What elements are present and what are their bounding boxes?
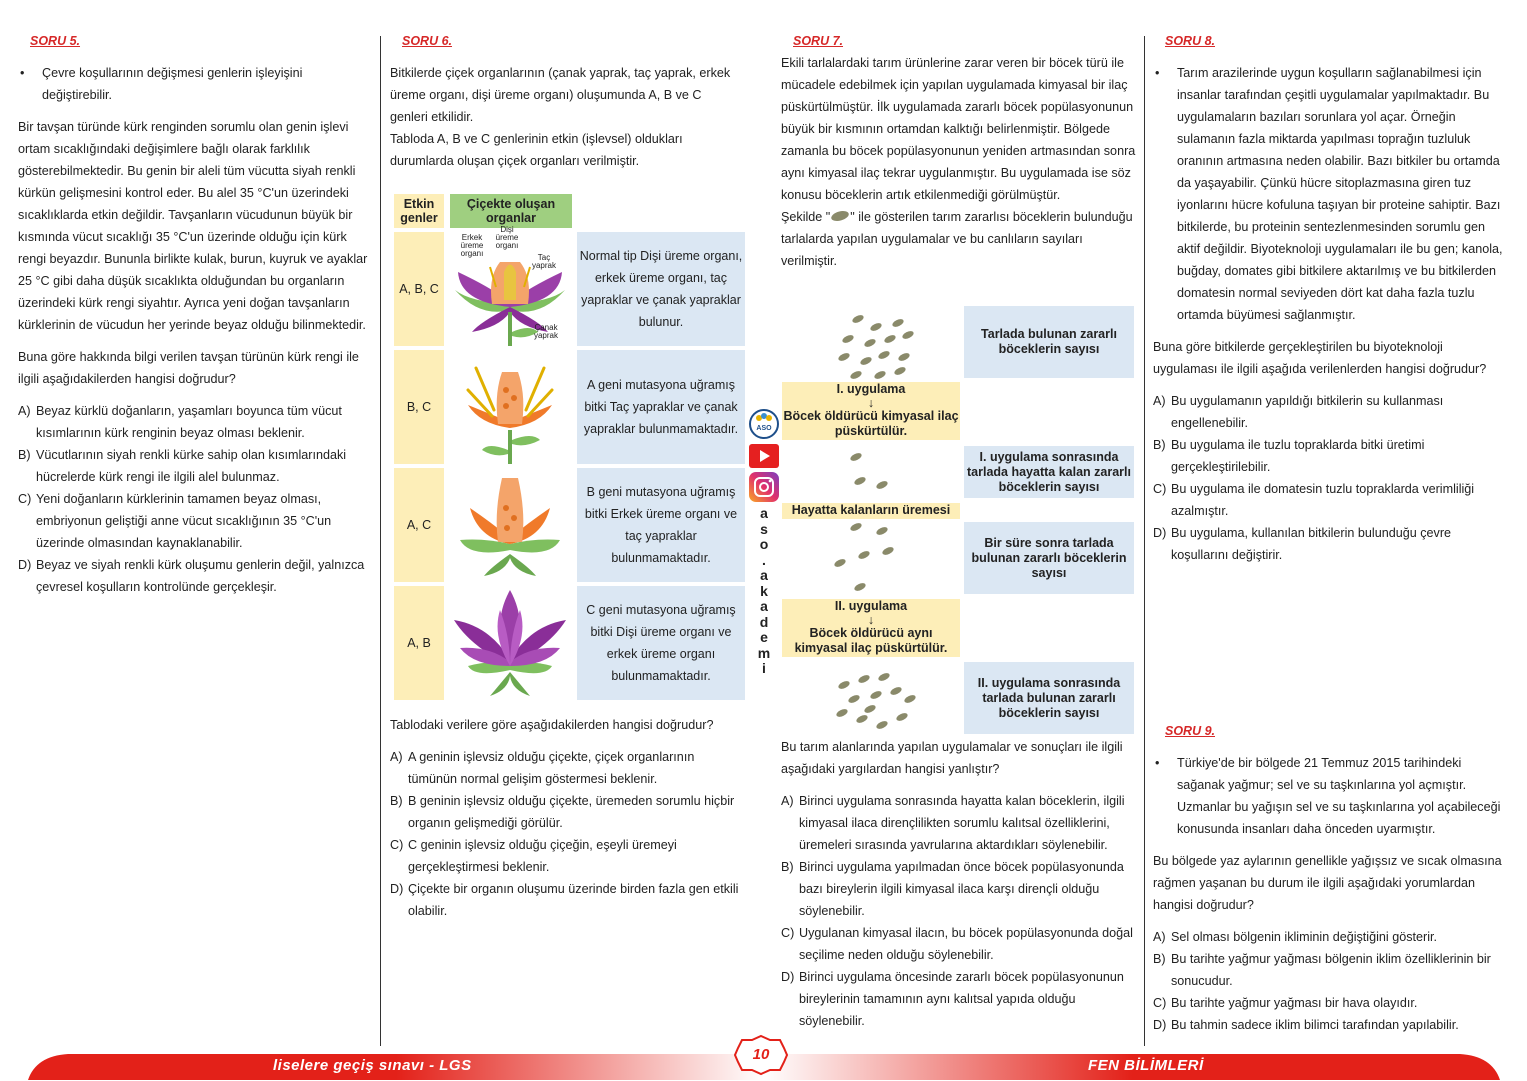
option-letter: C) [390, 838, 404, 852]
step-title: I. uygulama [836, 382, 906, 396]
mutant-c-flower-diagram [450, 586, 570, 700]
options [390, 746, 745, 922]
option-d[interactable] [1153, 522, 1509, 566]
brand-letter: o [759, 536, 769, 552]
brand-letter: i [762, 660, 766, 676]
brand-letter: . [762, 551, 766, 568]
bug-icon [857, 674, 871, 685]
page-footer [28, 1046, 1500, 1080]
label-male-organ: Erkek üreme organı [460, 233, 484, 258]
box-first-application [782, 382, 960, 440]
option-c[interactable] [390, 834, 745, 878]
question-6-options [390, 714, 745, 922]
question-stem: Bu bölgede yaz aylarının genellikle yağışsız ve sıcak olmasına rağmen yaşanan bu durum ile ilgili aşağıdaki yorumlardan hangisi doğrudur? [1153, 854, 1502, 912]
normal-flower-diagram [450, 225, 570, 346]
option-d[interactable] [390, 878, 745, 922]
option-letter: B) [1153, 438, 1166, 452]
youtube-icon[interactable] [748, 444, 780, 473]
bug-icon [830, 210, 850, 222]
option-letter: A) [781, 794, 794, 808]
column-divider [380, 36, 381, 1046]
instagram-icon[interactable] [748, 472, 780, 507]
question-5 [18, 30, 373, 598]
option-text: Uygulanan kimyasal ilacın, bu böcek popülasyonunda doğal seçilime neden olduğu söylenebilir. [799, 926, 1133, 962]
step-description: Böcek öldürücü kimyasal ilaç püskürtülür. [783, 409, 959, 438]
footer-left-title: liselere geçiş sınavı - LGS [273, 1057, 472, 1074]
question-8 [1153, 30, 1509, 566]
bug-icon [883, 334, 897, 345]
table-row [394, 468, 746, 582]
option-letter: C) [781, 926, 795, 940]
option-letter: A) [390, 750, 403, 764]
option-text: Birinci uygulama yapılmadan önce böcek popülasyonunda bazı bireylerin ilgili kimyasal ilaca karşı dirençli olduğu söylenebilir. [799, 860, 1124, 918]
bug-icon [891, 318, 905, 329]
option-letter: D) [390, 882, 404, 896]
bug-icon [869, 322, 883, 333]
footer-right-title: FEN BİLİMLERİ [1088, 1057, 1204, 1074]
option-text: Birinci uygulama öncesinde zararlı böcek popülasyonunun bireylerinin tamamının aynı kalıtsal yapıda olduğu söylenebilir. [799, 970, 1124, 1028]
option-letter: C) [1153, 996, 1167, 1010]
box-second-application [782, 599, 960, 657]
option-text: Bu uygulamanın yapıldığı bitkilerin su kullanması engellenebilir. [1171, 394, 1444, 430]
question-title: SORU 6. [402, 34, 453, 48]
bullet-text: Çevre koşullarının değişmesi genlerin işleyişini değiştirebilir. [42, 66, 303, 102]
mutant-a-flower-diagram [450, 350, 570, 464]
question-7 [781, 30, 1137, 282]
option-d[interactable] [18, 554, 373, 598]
option-letter: C) [18, 492, 32, 506]
bullet-dot: • [1155, 66, 1160, 80]
step-description: Böcek öldürücü aynı kimyasal ilaç püskürtülür. [794, 626, 948, 655]
aso-logo [748, 408, 780, 440]
option-letter: B) [1153, 952, 1166, 966]
bug-icon [859, 356, 873, 367]
bug-icon [855, 714, 869, 725]
box-reproduction: Hayatta kalanların üremesi [782, 503, 960, 519]
bug-icon [877, 350, 891, 361]
bug-icon [835, 708, 849, 719]
bug-icon [877, 672, 891, 683]
option-text: Vücutlarının siyah renkli kürke sahip olan kısımlarındaki hücrelerde kürk rengi ile ilgili alel bulunmaz. [36, 448, 347, 484]
option-b[interactable] [390, 790, 745, 834]
option-b[interactable] [1153, 948, 1509, 992]
option-c[interactable] [1153, 992, 1509, 1014]
brand-letter: m [757, 644, 771, 661]
option-text: Bu uygulama, kullanılan bitkilerin bulunduğu çevre koşullarını değiştirir. [1171, 526, 1452, 562]
bug-icon [889, 686, 903, 697]
table-header-organs: Çiçekte oluşan organlar [450, 194, 572, 228]
option-a[interactable] [18, 400, 373, 444]
table-header-genes: Etkin genler [394, 194, 444, 228]
question-9 [1153, 720, 1509, 1036]
option-d[interactable] [1153, 1014, 1509, 1036]
bug-icon [849, 452, 863, 463]
table-row [394, 586, 746, 700]
options [18, 400, 373, 598]
option-letter: A) [18, 404, 31, 418]
info-bullet [1153, 62, 1509, 326]
row-description: C geni mutasyona uğramış bitki Dişi üreme organı ve erkek üreme organı bulunmamaktadır. [577, 586, 745, 700]
paragraph: Bir tavşan türünde kürk renginden sorumlu olan genin işlevi ortam sıcaklığındaki değişimlere bağlı olarak farklılık gösterebilmektedir. Bu genin bir aleli tüm vücutta siyah renkli kürkün gelişmesini kontrol eder. Bu alel 35 °C'un üzerindeki sıcaklıklarda etkin değildir. Tavşanların vücudunun büyük bir kısmında vücut sıcaklığı 35 °C'un üzerinde olduğu için kürk rengi beyazdır. Bununla birlikte kulak, burun, kuyruk ve ayaklar 25 °C gibi daha düşük sıcaklıkta olduğundan bu organların üzerindeki kürk rengi siyahtır. Ayrıca yeni doğan tavşanların kürklerinin de vücudun her yerinde beyaz olduğu bilinmektedir. [18, 120, 368, 332]
brand-letter: a [760, 598, 768, 614]
bug-icon [881, 546, 895, 557]
option-a[interactable] [1153, 390, 1509, 434]
bug-icon [893, 366, 907, 377]
bug-icon [895, 712, 909, 723]
bug-icon [841, 334, 855, 345]
bug-icon [837, 352, 851, 363]
option-text: C geninin işlevsiz olduğu çiçeğin, eşeyli üremeyi gerçekleştirmesi beklenir. [408, 838, 677, 874]
option-text: Yeni doğanların kürklerinin tamamen beyaz olması, embriyonun geliştiği anne vücut sıcaklığının 35 °C'un üzerinde olmasından kaynaklanabilir. [36, 492, 332, 550]
paragraph-part: " ile gösterilen tarım zararlısı böceklerin bulunduğu tarlalarda yapılan uygulamalar ve bu canlıların sayıları verilmiştir. [781, 210, 1133, 268]
brand-letter: e [760, 629, 768, 645]
box-initial-count: Tarlada bulunan zararlı böceklerin sayısı [964, 306, 1134, 378]
bug-icon [869, 690, 883, 701]
column-divider [1144, 36, 1145, 1046]
question-stem: Bu tarım alanlarında yapılan uygulamalar ve sonuçları ile ilgili aşağıdaki yargılardan hangisi yanlıştır? [781, 740, 1123, 776]
bug-icon [897, 352, 911, 363]
options [1153, 390, 1509, 566]
info-bullet [1153, 752, 1509, 840]
option-text: Beyaz ve siyah renkli kürk oluşumu genlerin değil, yalnızca çevresel koşulların kontrolünde gerçekleşir. [36, 558, 365, 594]
box-final-count: II. uygulama sonrasında tarlada bulunan zararlı böceklerin sayısı [964, 662, 1134, 734]
option-d[interactable] [781, 966, 1137, 1032]
bug-icon [903, 694, 917, 705]
option-c[interactable] [781, 922, 1137, 966]
bug-icon [849, 370, 863, 381]
bug-icon [863, 338, 877, 349]
option-letter: D) [1153, 526, 1167, 540]
bullet-text: Tarım arazilerinde uygun koşulların sağlanabilmesi için insanlar tarafından çeşitli uygulamalar yapılmaktadır. Bu uygulamaların bazıları sorunlara yol açar. Örneğin sulamanın fazla miktarda yapılması toprağın tuzluluk oranının artmasına neden olabilir. Bazı bitkiler bu ortamda da yaşayabilir. Çünkü hücre sitoplazmasına giren tuz iyonlarını hücre kofuluna taşıyan bir proteine sahiptir. Bazı bitkilerde, bu proteinin sentezlenmesinden sorumlu gen aktif değildir. Biyoteknoloji uygulamaları ile bu gen; kanola, buğday, domates gibi bitkilere aktarılmış ve bu bitkilerden domatesin normal seviyeden dört kat daha fazla tuzlu ortamda büyümesi sağlanmıştır. [1177, 66, 1503, 322]
question-6 [390, 30, 742, 182]
down-arrow-icon: ↓ [867, 613, 875, 627]
option-a[interactable] [781, 790, 1137, 856]
gene-label: A, B, C [394, 232, 444, 346]
page-number: 10 [752, 1046, 770, 1063]
option-letter: A) [1153, 930, 1166, 944]
question-7-options [781, 736, 1137, 1032]
box-later-count: Bir süre sonra tarlada bulunan zararlı böceklerin sayısı [964, 522, 1134, 594]
bug-population-diagram [820, 305, 930, 735]
question-stem: Buna göre hakkında bilgi verilen tavşan türünün kürk rengi ile ilgili aşağıdakilerden hangisi doğrudur? [18, 350, 359, 386]
mutant-b-flower-diagram [450, 468, 570, 582]
option-text: Birinci uygulama sonrasında hayatta kalan böceklerin, ilgili kimyasal ilaca dirençlilikten sorumlu kalıtsal özelliklerini, üremeleri sırasında yavrularına aktardıkları söylenebilir. [799, 794, 1125, 852]
page-number-badge [734, 1034, 788, 1076]
option-letter: A) [1153, 394, 1166, 408]
bug-icon [853, 476, 867, 487]
label-female-organ: Dişi üreme organı [495, 225, 519, 250]
option-text: Sel olması bölgenin ikliminin değiştiğini gösterir. [1171, 930, 1437, 944]
options [1153, 926, 1509, 1036]
option-text: Çiçekte bir organın oluşumu üzerinde birden fazla gen etkili olabilir. [408, 882, 739, 918]
option-b[interactable] [18, 444, 373, 488]
box-survivor-count: I. uygulama sonrasında tarlada hayatta kalan zararlı böceklerin sayısı [964, 446, 1134, 498]
option-c[interactable] [18, 488, 373, 554]
option-a[interactable] [390, 746, 745, 790]
bug-icon [837, 680, 851, 691]
question-title: SORU 8. [1165, 34, 1216, 48]
paragraph: Bitkilerde çiçek organlarının (çanak yaprak, taç yaprak, erkek üreme organı, dişi üreme organı) oluşumunda A, B ve C genleri etkilidir. [390, 66, 731, 124]
bug-icon [853, 582, 867, 593]
option-text: Bu tarihte yağmur yağması bir hava olayıdır. [1171, 996, 1418, 1010]
option-b[interactable] [1153, 434, 1509, 478]
option-c[interactable] [1153, 478, 1509, 522]
option-text: Bu tahmin sadece iklim bilimci tarafından yapılabilir. [1171, 1018, 1459, 1032]
bug-icon [851, 314, 865, 325]
table-row [394, 350, 746, 464]
step-title: II. uygulama [834, 599, 908, 613]
option-letter: B) [781, 860, 794, 874]
info-bullet [18, 62, 373, 106]
bullet-dot: • [1155, 756, 1160, 770]
option-letter: D) [781, 970, 795, 984]
option-text: Bu tarihte yağmur yağması bölgenin iklim özelliklerinin bir sonucudur. [1171, 952, 1491, 988]
gene-label: A, C [394, 468, 444, 582]
option-text: A geninin işlevsiz olduğu çiçekte, çiçek organlarının tümünün normal gelişim göstermesi beklenir. [408, 750, 695, 786]
brand-letter: k [760, 582, 768, 599]
vertical-brand-text [748, 506, 780, 677]
bug-icon [863, 704, 877, 715]
question-stem: Tablodaki verilere göre aşağıdakilerden hangisi doğrudur? [390, 718, 714, 732]
paragraph-part: Şekilde " [781, 210, 831, 224]
option-text: Bu uygulama ile domatesin tuzlu topraklarda verimliliği azalmıştır. [1171, 482, 1475, 518]
brand-letter: s [760, 520, 768, 537]
bug-icon [833, 558, 847, 569]
gene-label: A, B [394, 586, 444, 700]
bullet-text: Türkiye'de bir bölgede 21 Temmuz 2015 tarihindeki sağanak yağmur; sel ve su taşkınlarına yol açmıştır. Uzmanlar bu yağışın sel ve su taşkınlarına yol açabileceği konusunda insanları daha önceden uyarmıştır. [1177, 756, 1501, 836]
option-letter: B) [18, 448, 31, 462]
option-text: B geninin işlevsiz olduğu çiçekte, üremeden sorumlu hiçbir organın gelişmediği görülür. [408, 794, 735, 830]
question-stem: Buna göre bitkilerde gerçekleştirilen bu biyoteknoloji uygulaması ile ilgili aşağıda verilenlerden hangisi doğrudur? [1153, 340, 1487, 376]
table-row [394, 225, 746, 346]
bullet-dot: • [20, 66, 25, 80]
option-text: Beyaz kürklü doğanların, yaşamları boyunca tüm vücut kısımlarının kürk renginin beyaz olması beklenir. [36, 404, 342, 440]
row-description: Normal tip Dişi üreme organı, erkek üreme organı, taç yapraklar ve çanak yapraklar bulunur. [577, 232, 745, 346]
gene-label: B, C [394, 350, 444, 464]
question-title: SORU 7. [793, 34, 844, 48]
options [781, 790, 1137, 1032]
option-letter: B) [390, 794, 403, 808]
paragraph: Ekili tarlalardaki tarım ürünlerine zarar veren bir böcek türü ile mücadele edebilmek için yapılan uygulamada kimyasal bir ilaç püskürtülmüştür. İlk uygulamada zararlı böcek popülasyonunun büyük bir kısmının ortamdan kalktığı belirlenmiştir. Bölgede zamanla bu böcek popülasyonunun yeniden artmasından sonra aynı kimyasal ilaç tekrar uygulanmıştır. Bu uygulamada ise söz konusu böceklerin artık etkilenmediği görülmüştür. [781, 56, 1136, 202]
bug-icon [875, 526, 889, 537]
bug-icon [849, 522, 863, 533]
down-arrow-icon: ↓ [867, 396, 875, 410]
bug-icon [901, 330, 915, 341]
question-title: SORU 5. [30, 34, 81, 48]
question-title: SORU 9. [1165, 724, 1216, 738]
option-letter: D) [1153, 1018, 1167, 1032]
option-letter: C) [1153, 482, 1167, 496]
brand-letter: a [760, 505, 768, 521]
bug-icon [857, 550, 871, 561]
paragraph [781, 206, 1137, 272]
bug-icon [875, 480, 889, 491]
aso-logo-text: ASO [756, 425, 772, 432]
brand-letter: a [760, 567, 768, 583]
bug-icon [847, 694, 861, 705]
option-a[interactable] [1153, 926, 1509, 948]
label-petal: Taç yaprak [531, 253, 556, 270]
row-description: A geni mutasyona uğramış bitki Taç yapraklar ve çanak yapraklar bulunmamaktadır. [577, 350, 745, 464]
option-b[interactable] [781, 856, 1137, 922]
option-letter: D) [18, 558, 32, 572]
label-sepal: Çanak yaprak [533, 323, 558, 340]
bug-icon [873, 370, 887, 381]
option-text: Bu uygulama ile tuzlu topraklarda bitki üretimi gerçekleştirilebilir. [1171, 438, 1425, 474]
bug-icon [875, 720, 889, 731]
brand-letter: d [759, 613, 769, 630]
row-description: B geni mutasyona uğramış bitki Erkek üreme organı ve taç yapraklar bulunmamaktadır. [577, 468, 745, 582]
paragraph: Tabloda A, B ve C genlerinin etkin (işlevsel) oldukları durumlarda oluşan çiçek organları verilmiştir. [390, 132, 683, 168]
